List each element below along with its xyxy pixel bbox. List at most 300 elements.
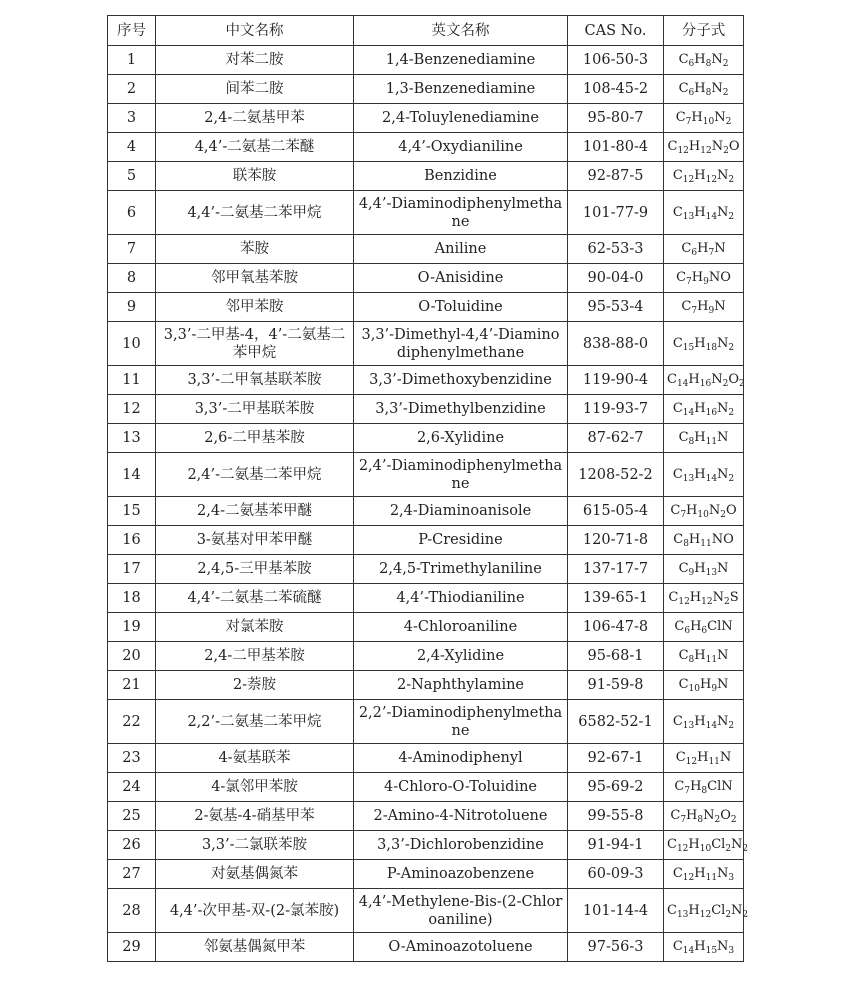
cell-molecular-formula (664, 744, 744, 773)
formula-subscript: 12 (700, 146, 712, 156)
formula-subscript: 9 (688, 568, 695, 578)
formula-subscript: 8 (688, 655, 695, 665)
table-row (108, 293, 744, 322)
table-row (108, 453, 744, 497)
cell-molecular-formula (664, 104, 744, 133)
cell-chinese-name: 对苯二胺 (156, 46, 354, 75)
header-english-name: 英文名称 (354, 16, 568, 46)
cell-molecular-formula (664, 133, 744, 162)
formula-element: H (694, 81, 706, 96)
cell-index: 5 (108, 162, 156, 191)
cell-english-name: 2-Naphthylamine (354, 671, 568, 700)
formula-subscript: 14 (705, 211, 718, 222)
formula-subscript: 10 (702, 117, 715, 127)
cell-cas-number: 119-90-4 (568, 366, 664, 395)
formula-subscript: 2 (742, 909, 749, 920)
cell-chinese-name: 2,4-二氨基甲苯 (156, 104, 354, 133)
cell-english-name: 2-Amino-4-Nitrotoluene (354, 802, 568, 831)
table-row (108, 555, 744, 584)
formula-element: C (678, 561, 689, 576)
cell-cas-number: 95-69-2 (568, 773, 664, 802)
formula-element: H (688, 532, 701, 547)
cell-index: 19 (108, 613, 156, 642)
cell-english-name: 4,4’-Methylene-Bis-(2-Chloroaniline) (354, 889, 568, 933)
formula-element: C (672, 866, 683, 881)
formula-subscript: 13 (682, 720, 695, 731)
table-row (108, 104, 744, 133)
formula-subscript: 2 (728, 175, 735, 185)
table-row (108, 497, 744, 526)
formula-element: N (717, 466, 729, 482)
cell-chinese-name: 4,4’-次甲基-双-(2-氯苯胺) (156, 889, 354, 933)
cell-cas-number: 838-88-0 (568, 322, 664, 366)
formula-element: H (689, 590, 702, 605)
formula-element: C (675, 750, 686, 765)
formula-subscript: 12 (676, 844, 689, 854)
formula-element: H (694, 335, 706, 351)
cell-cas-number: 97-56-3 (568, 933, 664, 962)
cell-chinese-name: 3,3’-二甲基-4，4’-二氨基二苯甲烷 (156, 322, 354, 366)
formula-element: H (694, 939, 706, 954)
table-row (108, 700, 744, 744)
formula-subscript: 8 (701, 786, 708, 796)
cell-index: 2 (108, 75, 156, 104)
formula-subscript: 11 (700, 539, 712, 549)
formula-subscript: 8 (705, 59, 712, 69)
cell-molecular-formula (664, 497, 744, 526)
cell-english-name: 2,2’-Diaminodiphenylmethane (354, 700, 568, 744)
cell-chinese-name: 苯胺 (156, 235, 354, 264)
table-row (108, 526, 744, 555)
cell-chinese-name: 4,4’-二氨基二苯硫醚 (156, 584, 354, 613)
cell-molecular-formula (664, 642, 744, 671)
cell-chinese-name: 对氨基偶氮苯 (156, 860, 354, 889)
cell-molecular-formula (664, 424, 744, 453)
table-row (108, 889, 744, 933)
cell-cas-number: 92-67-1 (568, 744, 664, 773)
formula-subscript: 3 (728, 873, 735, 883)
formula-element: C (681, 241, 692, 256)
cell-molecular-formula (664, 671, 744, 700)
formula-element: H (694, 561, 706, 576)
cell-cas-number: 101-80-4 (568, 133, 664, 162)
table-row (108, 671, 744, 700)
formula-subscript: 2 (722, 88, 729, 98)
cell-index: 23 (108, 744, 156, 773)
cell-english-name: 4-Chloro-O-Toluidine (354, 773, 568, 802)
cell-index: 4 (108, 133, 156, 162)
cell-cas-number: 108-45-2 (568, 75, 664, 104)
formula-element: C (672, 335, 683, 351)
formula-element: H (697, 299, 709, 314)
cell-english-name: 4,4’-Oxydianiline (354, 133, 568, 162)
formula-element: C (672, 939, 683, 954)
formula-element: C (675, 110, 686, 125)
formula-subscript: 7 (680, 815, 687, 825)
table-row (108, 802, 744, 831)
formula-element: C (678, 52, 689, 67)
table-row (108, 395, 744, 424)
formula-element: N (717, 168, 729, 183)
cell-cas-number: 91-94-1 (568, 831, 664, 860)
formula-element: O (728, 139, 740, 154)
cell-index: 13 (108, 424, 156, 453)
cell-english-name: Aniline (354, 235, 568, 264)
cell-index: 17 (108, 555, 156, 584)
formula-element: H (688, 372, 700, 387)
cell-cas-number: 137-17-7 (568, 555, 664, 584)
cell-molecular-formula (664, 700, 744, 744)
formula-element: C (668, 590, 679, 605)
formula-subscript: 14 (682, 408, 695, 418)
formula-element: N (717, 335, 729, 351)
table-row (108, 424, 744, 453)
cell-index: 16 (108, 526, 156, 555)
table-row (108, 75, 744, 104)
cell-molecular-formula (664, 191, 744, 235)
header-chinese-name: 中文名称 (156, 16, 354, 46)
cell-chinese-name: 间苯二胺 (156, 75, 354, 104)
formula-subscript: 2 (728, 473, 735, 484)
cell-molecular-formula (664, 802, 744, 831)
formula-element: H (690, 619, 702, 634)
formula-element: N (717, 939, 729, 954)
formula-subscript: 9 (708, 306, 715, 316)
formula-element: ClN (707, 779, 733, 794)
cell-index: 26 (108, 831, 156, 860)
formula-subscript: 2 (742, 844, 749, 854)
formula-subscript: 13 (705, 568, 718, 578)
formula-subscript: 12 (678, 597, 690, 607)
cell-chinese-name: 3,3’-二甲基联苯胺 (156, 395, 354, 424)
cell-molecular-formula (664, 613, 744, 642)
formula-element: N (717, 561, 729, 576)
formula-element: H (694, 648, 706, 663)
cell-english-name: 4-Aminodiphenyl (354, 744, 568, 773)
formula-subscript: 13 (682, 473, 695, 484)
formula-subscript: 6 (691, 248, 698, 258)
cell-chinese-name: 2-氨基-4-硝基甲苯 (156, 802, 354, 831)
header-cas-number: CAS No. (568, 16, 664, 46)
formula-subscript: 7 (680, 510, 687, 520)
formula-subscript: 15 (682, 342, 695, 353)
formula-element: H (688, 837, 700, 852)
cell-chinese-name: 2-萘胺 (156, 671, 354, 700)
formula-element: N (714, 241, 726, 256)
cell-index: 6 (108, 191, 156, 235)
cell-chinese-name: 4-氨基联苯 (156, 744, 354, 773)
cell-chinese-name: 2,4-二氨基苯甲醚 (156, 497, 354, 526)
formula-element: N (711, 81, 723, 96)
cell-english-name: O-Toluidine (354, 293, 568, 322)
cell-chinese-name: 联苯胺 (156, 162, 354, 191)
formula-subscript: 9 (711, 684, 718, 694)
cell-index: 15 (108, 497, 156, 526)
formula-subscript: 11 (705, 873, 718, 883)
cell-index: 18 (108, 584, 156, 613)
formula-element: N (711, 139, 724, 154)
formula-element: C (673, 532, 684, 547)
table-row (108, 613, 744, 642)
formula-subscript: 2 (714, 815, 721, 825)
cell-index: 21 (108, 671, 156, 700)
cell-english-name: 4,4’-Thiodianiline (354, 584, 568, 613)
cell-index: 28 (108, 889, 156, 933)
formula-element: H (697, 241, 709, 256)
formula-element: C (667, 902, 677, 918)
header-index: 序号 (108, 16, 156, 46)
formula-element: H (697, 750, 709, 765)
formula-element: C (670, 503, 681, 518)
formula-subscript: 2 (720, 510, 726, 520)
formula-element: Cl (711, 837, 726, 852)
formula-element: H (694, 168, 706, 183)
formula-subscript: 7 (684, 786, 691, 796)
cell-index: 10 (108, 322, 156, 366)
formula-element: C (678, 430, 689, 445)
formula-subscript: 14 (676, 379, 689, 389)
formula-element: H (699, 677, 712, 692)
cell-molecular-formula (664, 366, 744, 395)
formula-subscript: 14 (705, 720, 718, 731)
cell-english-name: 2,6-Xylidine (354, 424, 568, 453)
formula-subscript: 2 (722, 59, 729, 69)
cell-molecular-formula (664, 75, 744, 104)
formula-element: N (714, 110, 726, 125)
table-row (108, 366, 744, 395)
cell-english-name: 3,3’-Dimethylbenzidine (354, 395, 568, 424)
table-row (108, 744, 744, 773)
cell-cas-number: 95-80-7 (568, 104, 664, 133)
formula-element: H (690, 779, 702, 794)
formula-subscript: 18 (705, 342, 718, 353)
cell-index: 9 (108, 293, 156, 322)
formula-element: N (717, 430, 729, 445)
formula-element: C (678, 677, 689, 692)
formula-subscript: 2 (728, 720, 735, 731)
formula-subscript: 2 (723, 597, 730, 607)
formula-subscript: 2 (728, 342, 735, 353)
cell-english-name: Benzidine (354, 162, 568, 191)
table-row (108, 860, 744, 889)
header-molecular-formula: 分子式 (664, 16, 744, 46)
formula-subscript: 16 (699, 379, 712, 389)
cell-molecular-formula (664, 555, 744, 584)
header-row (108, 16, 744, 46)
cell-molecular-formula (664, 162, 744, 191)
cell-cas-number: 106-50-3 (568, 46, 664, 75)
cell-chinese-name: 邻氨基偶氮甲苯 (156, 933, 354, 962)
formula-element: ClN (707, 619, 733, 634)
formula-subscript: 12 (705, 175, 718, 185)
cell-cas-number: 119-93-7 (568, 395, 664, 424)
formula-element: C (672, 204, 683, 220)
cell-molecular-formula (664, 322, 744, 366)
cell-molecular-formula (664, 235, 744, 264)
cell-molecular-formula (664, 395, 744, 424)
table-row (108, 133, 744, 162)
formula-element: H (691, 110, 703, 125)
formula-subscript: 10 (697, 510, 709, 520)
cell-molecular-formula (664, 584, 744, 613)
cell-index: 27 (108, 860, 156, 889)
cell-index: 11 (108, 366, 156, 395)
cell-chinese-name: 对氯苯胺 (156, 613, 354, 642)
table-row (108, 235, 744, 264)
formula-subscript: 12 (699, 909, 712, 920)
formula-element: N (711, 372, 723, 387)
cell-index: 24 (108, 773, 156, 802)
cell-molecular-formula (664, 453, 744, 497)
cell-index: 22 (108, 700, 156, 744)
formula-subscript: 6 (688, 88, 695, 98)
formula-element: N (714, 299, 726, 314)
cell-cas-number: 106-47-8 (568, 613, 664, 642)
formula-element: N (717, 204, 729, 220)
formula-element: C (674, 779, 685, 794)
formula-element: NO (708, 270, 731, 285)
cell-molecular-formula (664, 831, 749, 860)
formula-element: C (672, 466, 683, 482)
cell-english-name: P-Cresidine (354, 526, 568, 555)
formula-element: N (712, 590, 724, 605)
formula-element: N (717, 401, 729, 416)
cell-index: 1 (108, 46, 156, 75)
formula-element: O (725, 503, 737, 518)
formula-subscript: 13 (682, 211, 695, 222)
aromatic-amines-table (107, 15, 749, 962)
table-row (108, 773, 744, 802)
cell-cas-number: 120-71-8 (568, 526, 664, 555)
cell-english-name: 1,3-Benzenediamine (354, 75, 568, 104)
formula-element: N (731, 837, 743, 852)
table-row (108, 162, 744, 191)
formula-subscript: 7 (708, 248, 715, 258)
formula-element: C (681, 299, 692, 314)
formula-element: O (728, 372, 739, 387)
table-row (108, 584, 744, 613)
cell-cas-number: 92-87-5 (568, 162, 664, 191)
formula-element: C (667, 837, 677, 852)
formula-subscript: 12 (677, 146, 689, 156)
formula-element: C (674, 619, 685, 634)
cell-cas-number: 139-65-1 (568, 584, 664, 613)
cell-english-name: 4,4’-Diaminodiphenylmethane (354, 191, 568, 235)
formula-subscript: 15 (705, 946, 718, 956)
cell-chinese-name: 3,3’-二氯联苯胺 (156, 831, 354, 860)
cell-chinese-name: 3,3’-二甲氧基联苯胺 (156, 366, 354, 395)
cell-molecular-formula (664, 889, 749, 933)
formula-subscript: 6 (684, 626, 691, 636)
cell-cas-number: 91-59-8 (568, 671, 664, 700)
cell-chinese-name: 邻甲苯胺 (156, 293, 354, 322)
cell-index: 25 (108, 802, 156, 831)
cell-cas-number: 101-14-4 (568, 889, 664, 933)
formula-subscript: 2 (725, 117, 732, 127)
cell-chinese-name: 3-氨基对甲苯甲醚 (156, 526, 354, 555)
formula-element: H (694, 52, 706, 67)
formula-subscript: 2 (723, 146, 729, 156)
cell-english-name: 3,3’-Dichlorobenzidine (354, 831, 568, 860)
formula-subscript: 8 (697, 815, 704, 825)
formula-subscript: 2 (730, 815, 737, 825)
formula-element: N (717, 713, 729, 729)
cell-english-name: 3,3’-Dimethoxybenzidine (354, 366, 568, 395)
formula-element: C (670, 808, 681, 823)
formula-element: N (708, 503, 721, 518)
formula-subscript: 9 (703, 277, 709, 287)
formula-subscript: 10 (688, 684, 700, 694)
formula-element: H (694, 466, 706, 482)
cell-english-name: O-Aminoazotoluene (354, 933, 568, 962)
formula-element: S (729, 590, 739, 605)
formula-subscript: 3 (728, 946, 735, 956)
formula-element: C (672, 401, 683, 416)
cell-chinese-name: 2,6-二甲基苯胺 (156, 424, 354, 453)
cell-cas-number: 615-05-4 (568, 497, 664, 526)
cell-index: 14 (108, 453, 156, 497)
formula-element: H (691, 270, 704, 285)
formula-element: H (686, 808, 698, 823)
formula-element: H (694, 713, 706, 729)
cell-index: 29 (108, 933, 156, 962)
formula-element: C (672, 713, 683, 729)
cell-chinese-name: 4,4’-二氨基二苯甲烷 (156, 191, 354, 235)
formula-element: H (694, 204, 706, 220)
table-row (108, 642, 744, 671)
formula-subscript: 12 (682, 873, 695, 883)
cell-molecular-formula (664, 264, 744, 293)
cell-index: 20 (108, 642, 156, 671)
cell-english-name: 2,4-Diaminoanisole (354, 497, 568, 526)
cell-chinese-name: 4-氯邻甲苯胺 (156, 773, 354, 802)
cell-molecular-formula (664, 860, 744, 889)
formula-element: H (688, 902, 700, 918)
formula-subscript: 6 (701, 626, 708, 636)
formula-element: H (688, 139, 701, 154)
cell-cas-number: 90-04-0 (568, 264, 664, 293)
cell-cas-number: 95-53-4 (568, 293, 664, 322)
cell-chinese-name: 2,4,5-三甲基苯胺 (156, 555, 354, 584)
formula-subscript: 11 (705, 437, 718, 447)
formula-element: N (711, 52, 723, 67)
formula-element: C (667, 139, 678, 154)
formula-element: O (720, 808, 731, 823)
formula-subscript: 6 (688, 59, 695, 69)
cell-english-name: 2,4-Toluylenediamine (354, 104, 568, 133)
formula-subscript: 7 (691, 306, 698, 316)
cell-molecular-formula (664, 773, 744, 802)
formula-element: N (731, 902, 743, 918)
formula-subscript: 2 (722, 379, 729, 389)
cell-english-name: 1,4-Benzenediamine (354, 46, 568, 75)
formula-subscript: 12 (701, 597, 713, 607)
formula-subscript: 8 (705, 88, 712, 98)
cell-index: 12 (108, 395, 156, 424)
formula-element: H (686, 503, 698, 518)
cell-cas-number: 87-62-7 (568, 424, 664, 453)
cell-chinese-name: 邻甲氧基苯胺 (156, 264, 354, 293)
formula-element: H (694, 430, 706, 445)
table-row (108, 191, 744, 235)
formula-element: N (703, 808, 715, 823)
formula-element: H (694, 866, 706, 881)
table-row (108, 46, 744, 75)
cell-cas-number: 6582-52-1 (568, 700, 664, 744)
cell-english-name: 2,4’-Diaminodiphenylmethane (354, 453, 568, 497)
formula-subscript: 14 (705, 473, 718, 484)
formula-element: C (672, 168, 683, 183)
